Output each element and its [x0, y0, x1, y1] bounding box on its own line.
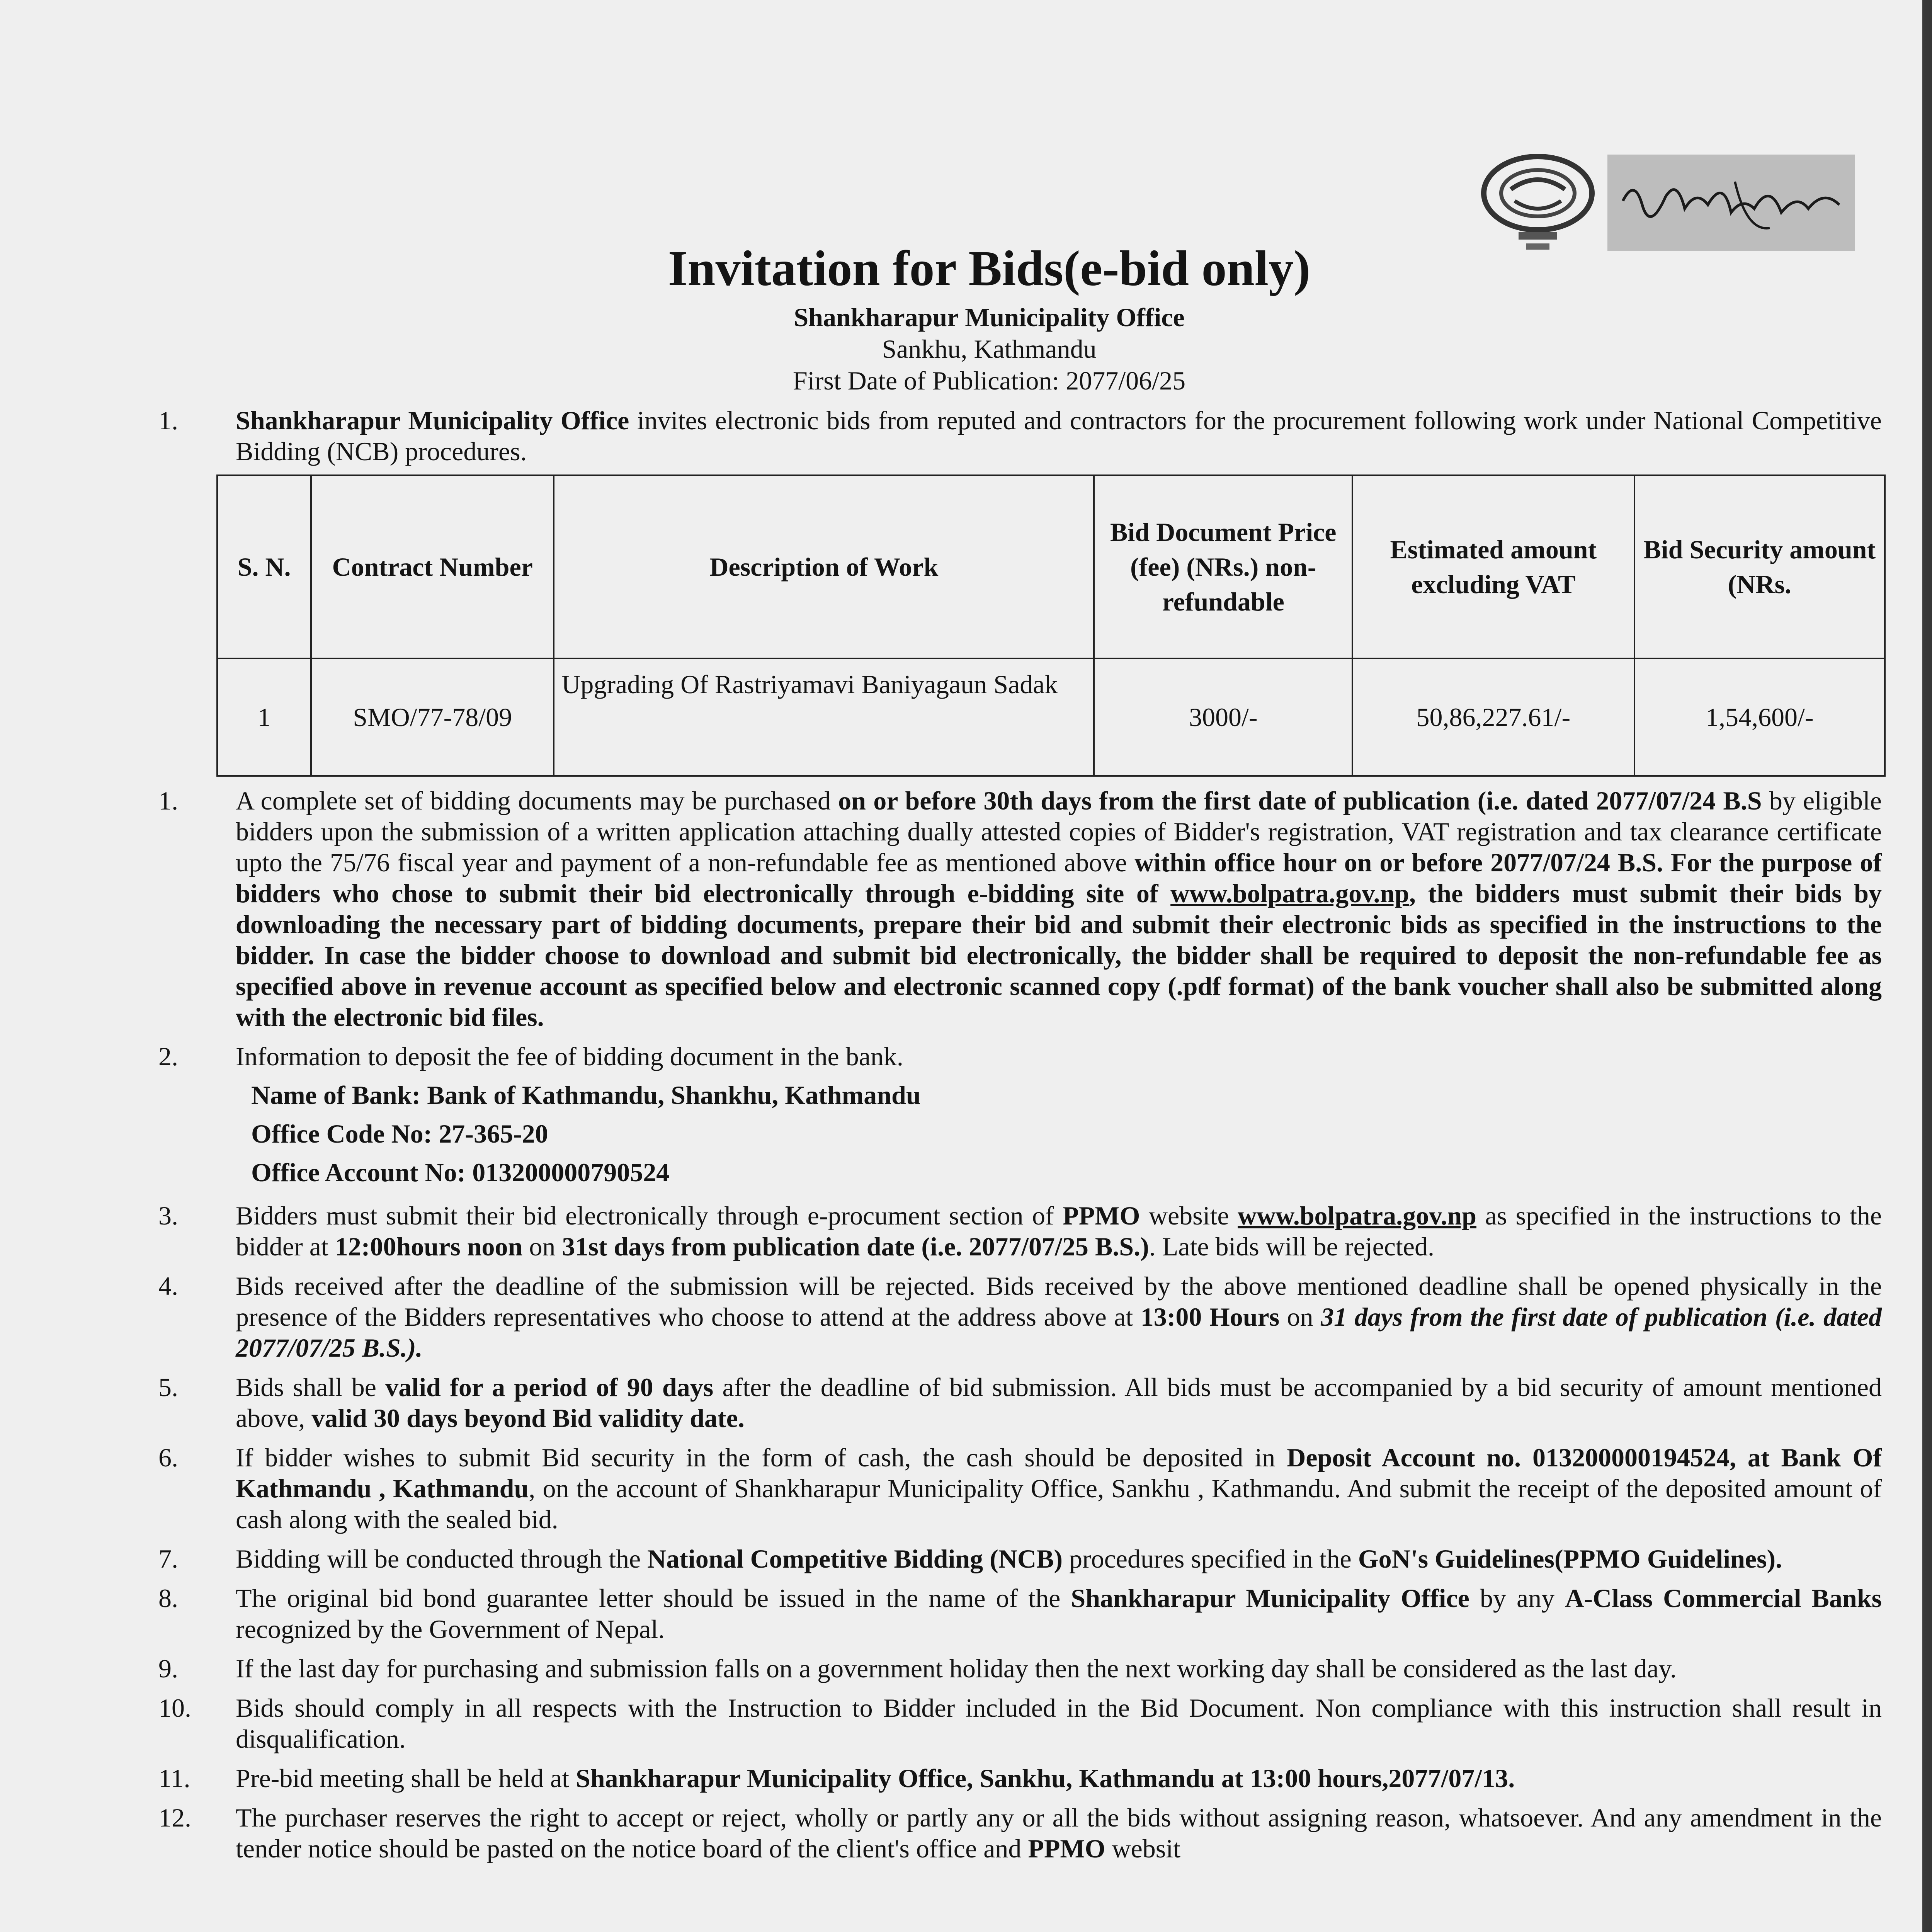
- clause-bold: , the bidders must submit their bids by downloading the necessary part of bidding documents, prepare their bid and submit their electronic bids as specified in the instructions to the bidder. In case the bidder choose to download and submit bid electronically, the bidder shall be required to deposit the non-refundable fee as specified above in revenue account as specified below and electronic scanned copy (.pdf format) of the bank voucher shall also be submitted along with the electronic bid files.: [236, 879, 1882, 1032]
- clause-text: by any: [1469, 1583, 1565, 1613]
- table-header-row: [217, 475, 1885, 658]
- item-number: 5.: [158, 1372, 178, 1402]
- clause-4: [158, 1270, 1882, 1363]
- item-number: 7.: [158, 1544, 178, 1573]
- clause-bold: 31st days from publication date (i.e. 2077/07/25 B.S.): [562, 1232, 1149, 1261]
- clause-bold-italic: 31 days from the first date of publication (i.e. dated 2077/07/25 B.S.).: [236, 1302, 1882, 1362]
- clause-5: [158, 1372, 1882, 1434]
- clause-text: The original bid bond guarantee letter should be issued in the name of the: [236, 1583, 1071, 1613]
- clause-text: recognized by the Government of Nepal.: [236, 1614, 665, 1644]
- office-code: Office Code No: 27-365-20: [251, 1119, 548, 1148]
- clause-6: [158, 1442, 1882, 1535]
- clause-bold: Shankharapur Municipality Office: [1071, 1583, 1469, 1613]
- col-fee: Bid Document Price (fee) (NRs.) non-refundable: [1094, 475, 1352, 658]
- item-number: 1.: [158, 406, 178, 435]
- item-number: 12.: [158, 1803, 191, 1832]
- clause-3: [158, 1200, 1882, 1262]
- clause-2: [158, 1041, 1882, 1072]
- bank-details: [182, 1076, 1882, 1192]
- clause-text: procedures specified in the: [1062, 1544, 1358, 1573]
- clause-10: [158, 1692, 1882, 1754]
- item-number: 6.: [158, 1443, 178, 1472]
- clause-bold: GoN's Guidelines(PPMO Guidelines).: [1358, 1544, 1782, 1573]
- page-title: Invitation for Bids(e-bid only): [668, 241, 1311, 296]
- clause-bold: A-Class Commercial Banks: [1565, 1583, 1882, 1613]
- item-number: 4.: [158, 1271, 178, 1301]
- clause-text: If bidder wishes to submit Bid security in the form of cash, the cash should be deposited in: [236, 1443, 1287, 1472]
- clause-text: A complete set of bidding documents may be purchased: [236, 786, 838, 815]
- bid-table: [216, 474, 1886, 777]
- clause-bold: 13:00 Hours: [1140, 1302, 1280, 1332]
- table-row: [217, 658, 1885, 776]
- clause-text: The purchaser reserves the right to accept or reject, wholly or partly any or all the bids without assigning reason, whatsoever. And any amendment in the tender notice should be pasted on the notice board of the client's office and: [236, 1803, 1882, 1863]
- intro-paragraph: [158, 405, 1882, 467]
- clause-text: If the last day for purchasing and submission falls on a government holiday then the next working day shall be considered as the last day.: [236, 1654, 1677, 1683]
- clause-text: on: [522, 1232, 562, 1261]
- office-account: Office Account No: 013200000790524: [251, 1158, 670, 1187]
- col-contract: Contract Number: [311, 475, 554, 658]
- clause-bold: National Competitive Bidding (NCB): [647, 1544, 1063, 1573]
- clause-text: Bidding will be conducted through the: [236, 1544, 648, 1573]
- clause-text: as specified in the instructions to the bidder at: [236, 1201, 1882, 1261]
- clause-1: [158, 785, 1882, 1032]
- col-description: Description of Work: [554, 475, 1094, 658]
- clause-text: Bids should comply in all respects with the Instruction to Bidder included in the Bid Document. Non compliance with this instruction shall result in disqualification.: [236, 1693, 1882, 1753]
- intro-office: Shankharapur Municipality Office: [236, 406, 629, 435]
- clause-text: by eligible bidders upon the submission of a written application attaching dually attested copies of Bidder's registration, VAT registration and tax clearance certificate upto the 75/76 fiscal year and payment of a non-refundable fee as mentioned above: [236, 786, 1882, 877]
- clause-bold: Shankharapur Municipality Office, Sankhu, Kathmandu at 13:00 hours,2077/07/13.: [575, 1764, 1515, 1793]
- item-number: 1.: [158, 786, 178, 815]
- cell-estimate: 50,86,227.61/-: [1352, 658, 1634, 776]
- cell-contract: SMO/77-78/09: [311, 658, 554, 776]
- office-name: Shankharapur Municipality Office: [794, 303, 1185, 332]
- office-location: Sankhu, Kathmandu: [882, 334, 1097, 364]
- clause-text: Information to deposit the fee of bidding document in the bank.: [236, 1042, 903, 1071]
- clause-text: Bids received after the deadline of the submission will be rejected. Bids received by the above mentioned deadline shall be opened physically in the presence of the Bidders representatives who choose to attend at the address above at: [236, 1271, 1882, 1332]
- clause-text: , on the account of Shankharapur Municipality Office, Sankhu , Kathmandu. And submit the receipt of the deposited amount of cash along with the sealed bid.: [236, 1474, 1882, 1534]
- bank-name: Name of Bank: Bank of Kathmandu, Shankhu, Kathmandu: [251, 1080, 921, 1110]
- intro-text: invites electronic bids from reputed and contractors for the procurement following work under National Competitive Bidding (NCB) procedures.: [236, 406, 1882, 466]
- clause-bold: valid 30 days beyond Bid validity date.: [311, 1403, 745, 1433]
- clause-text: website: [1140, 1201, 1238, 1230]
- cell-sn: 1: [217, 658, 311, 776]
- clause-text: Pre-bid meeting shall be held at: [236, 1764, 576, 1793]
- clause-bold: Deposit Account no. 013200000194524, at Bank Of Kathmandu , Kathmandu: [236, 1443, 1882, 1503]
- bolpatra-link[interactable]: www.bolpatra.gov.np: [1238, 1201, 1476, 1230]
- col-estimate: Estimated amount excluding VAT: [1352, 475, 1634, 658]
- clause-8: [158, 1583, 1882, 1645]
- bolpatra-link[interactable]: www.bolpatra.gov.np: [1170, 879, 1409, 908]
- clause-bold: PPMO: [1028, 1834, 1105, 1863]
- document-body: [158, 116, 1882, 1864]
- clause-text: after the deadline of bid submission. All bids must be accompanied by a bid security of amount mentioned above,: [236, 1372, 1882, 1433]
- clause-9: [158, 1653, 1882, 1684]
- item-number: 10.: [158, 1693, 191, 1723]
- clause-12: [158, 1802, 1882, 1864]
- cell-fee: 3000/-: [1094, 658, 1352, 776]
- clause-text: Bids shall be: [236, 1372, 386, 1402]
- item-number: 9.: [158, 1654, 178, 1683]
- clause-text: . Late bids will be rejected.: [1149, 1232, 1435, 1261]
- col-security: Bid Security amount (NRs.: [1634, 475, 1885, 658]
- scanner-edge: [1922, 0, 1932, 1932]
- clause-bold: valid for a period of 90 days: [385, 1372, 714, 1402]
- publication-date: First Date of Publication: 2077/06/25: [793, 366, 1186, 395]
- clause-text: websit: [1105, 1834, 1181, 1863]
- clause-bold: within office hour on or before 2077/07/24 B.S. For the purpose of bidders who chose to submit their bid electronically through e-bidding site of: [236, 848, 1882, 908]
- clause-7: [158, 1543, 1882, 1574]
- clause-11: [158, 1763, 1882, 1794]
- clause-bold: on or before 30th days from the first date of publication (i.e. dated 2077/07/24 B.S: [838, 786, 1762, 815]
- clause-text: on: [1279, 1302, 1321, 1332]
- col-sn: S. N.: [217, 475, 311, 658]
- cell-security: 1,54,600/-: [1634, 658, 1885, 776]
- clause-bold: 12:00hours noon: [335, 1232, 523, 1261]
- item-number: 11.: [158, 1764, 190, 1793]
- item-number: 8.: [158, 1583, 178, 1613]
- item-number: 3.: [158, 1201, 178, 1230]
- cell-description: Upgrading Of Rastriyamavi Baniyagaun Sadak: [554, 658, 1094, 776]
- clause-text: Bidders must submit their bid electronically through e-procument section of: [236, 1201, 1063, 1230]
- clause-bold: PPMO: [1063, 1201, 1140, 1230]
- item-number: 2.: [158, 1042, 178, 1071]
